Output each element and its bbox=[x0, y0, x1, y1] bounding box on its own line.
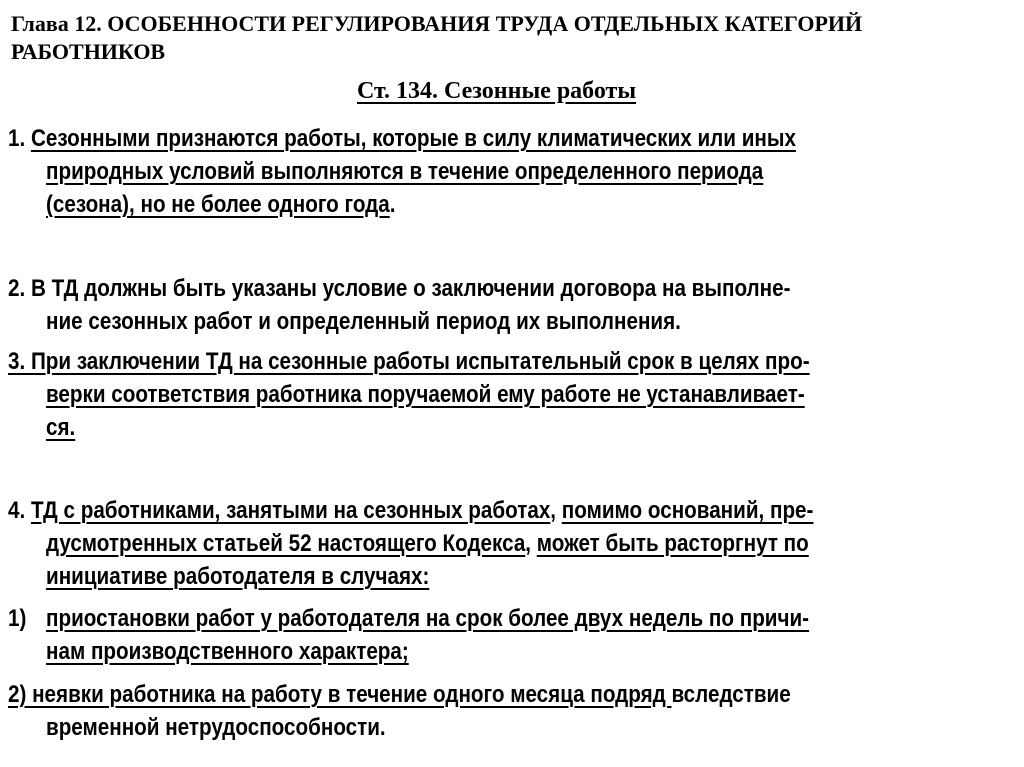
subitem-1-line-2 bbox=[46, 640, 409, 664]
subitem-2-line-1 bbox=[8, 683, 791, 707]
subitem-2-line-2: временной нетрудоспособности. bbox=[46, 714, 386, 741]
paragraph-4-number: 4 bbox=[8, 497, 20, 524]
paragraph-3-line-3 bbox=[46, 416, 75, 440]
paragraph-3-text-2: верки соответствия работника поручаемой ему работе не устанавливает- bbox=[46, 381, 805, 408]
paragraph-2-line-2: ние сезонных работ и определенный период их выполнения. bbox=[46, 308, 681, 335]
paragraph-1-end: . bbox=[389, 191, 396, 218]
paragraph-4-sep-1: . bbox=[19, 497, 31, 524]
paragraph-2-line-1: 2. В ТД должны быть указаны условие о заключении договора на выполне- bbox=[8, 275, 791, 302]
paragraph-1-text-2: природных условий выполняются в течение определенного периода bbox=[46, 158, 764, 185]
paragraph-1-text-1: Сезонными признаются работы, которые в силу климатических или иных bbox=[30, 125, 796, 152]
paragraph-3-line-2 bbox=[46, 383, 805, 407]
paragraph-4-line-3 bbox=[46, 565, 429, 589]
paragraph-4-part-2: помимо оснований, пре- bbox=[561, 497, 814, 524]
article-heading: Ст. 134. Сезонные работы bbox=[357, 78, 637, 104]
paragraph-4-line-2-a: дусмотренных статьей 52 настоящего Кодекса bbox=[46, 530, 526, 557]
paragraph-4-line-2-b: может быть расторгнут по bbox=[536, 530, 809, 557]
paragraph-4-sep-2: , bbox=[550, 497, 562, 524]
paragraph-3-text-1: 3. При заключении ТД на сезонные работы испытательный срок в целях про- bbox=[8, 348, 810, 375]
paragraph-3-text-3: ся. bbox=[46, 414, 76, 441]
chapter-title bbox=[11, 10, 1011, 66]
subitem-1-number: 1) bbox=[8, 605, 27, 632]
paragraph-4-line-2-sep: , bbox=[525, 530, 537, 557]
subitem-1-text-2: нам производственного характера; bbox=[46, 638, 409, 665]
chapter-name: ОСОБЕННОСТИ РЕГУЛИРОВАНИЯ ТРУДА ОТДЕЛЬНЫХ КАТЕГОРИЙ РАБОТНИКОВ bbox=[11, 11, 863, 64]
subitem-2-text-1-rest: вследствие bbox=[671, 681, 791, 708]
paragraph-1-number: 1. bbox=[8, 125, 31, 152]
paragraph-4-part-1: ТД с работниками, занятыми на сезонных работах bbox=[30, 497, 551, 524]
paragraph-1-line-2 bbox=[46, 160, 763, 184]
subitem-1-line-1 bbox=[8, 607, 26, 631]
paragraph-3-line-1 bbox=[8, 350, 810, 374]
chapter-label: Глава 12. bbox=[11, 11, 102, 36]
paragraph-4-line-1 bbox=[8, 499, 813, 523]
paragraph-1-line-1 bbox=[8, 127, 796, 151]
paragraph-1-text-3: (сезона), но не более одного года bbox=[46, 191, 390, 218]
paragraph-4-line-2 bbox=[46, 532, 809, 556]
subitem-1-text-1: приостановки работ у работодателя на срок более двух недель по причи- bbox=[46, 605, 810, 632]
paragraph-4-text-3: инициативе работодателя в случаях: bbox=[46, 563, 430, 590]
subitem-1-line-1-text bbox=[46, 607, 809, 631]
subitem-2-text-1-underlined: 2) неявки работника на работу в течение одного месяца подряд bbox=[8, 681, 672, 708]
paragraph-1-line-3 bbox=[46, 193, 395, 217]
